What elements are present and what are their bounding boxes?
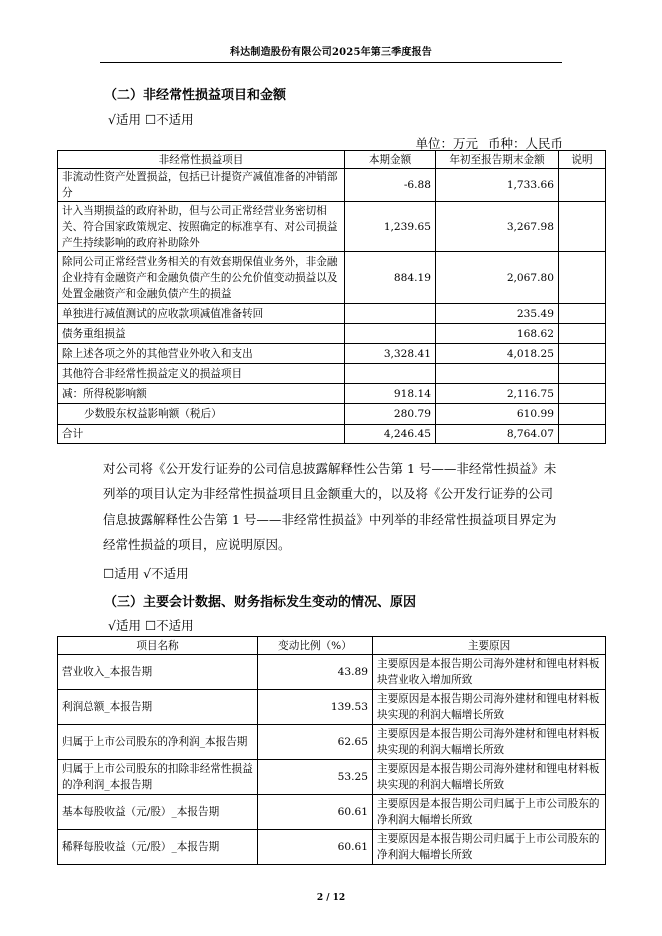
row-ytd: 2,116.75 <box>436 384 559 404</box>
row-ytd: 2,067.80 <box>436 252 559 304</box>
row-item: 债务重组损益 <box>58 324 345 344</box>
row-item: 单独进行减值测试的应收款项减值准备转回 <box>58 304 345 324</box>
table-row <box>58 725 606 760</box>
row-current: 918.14 <box>345 384 436 404</box>
row-item: 归属于上市公司股东的净利润_本报告期 <box>58 725 258 760</box>
col-header-ratio: 变动比例（%） <box>258 637 373 655</box>
unit-label: 单位：万元 <box>415 136 478 151</box>
row-current: 280.79 <box>345 404 436 425</box>
row-ytd: 610.99 <box>436 404 559 425</box>
row-item: 营业收入_本报告期 <box>58 655 258 690</box>
row-note <box>559 324 606 344</box>
report-header-title: 科达制造股份有限公司2025年第三季度报告 <box>229 47 433 58</box>
row-ratio: 53.25 <box>258 760 373 795</box>
row-item: 利润总额_本报告期 <box>58 690 258 725</box>
table-row <box>58 344 606 364</box>
row-current <box>345 324 436 344</box>
table-row <box>58 690 606 725</box>
row-current <box>345 364 436 384</box>
table-row <box>58 760 606 795</box>
row-ratio: 43.89 <box>258 655 373 690</box>
row-note <box>559 384 606 404</box>
row-note <box>559 404 606 425</box>
explanation-text: 对公司将《公开发行证券的公司信息披露解释性公告第 1 号——非经常性损益》未列举的项目认定为非经常性损益项目且金额重大的，以及将《公开发行证券的公司信息披露解释性公告第 1 号——非经常性损益》中列举的非经常性损益项目界定为经常性损益的项目，应说明原因。 <box>103 461 557 552</box>
row-ratio: 60.61 <box>258 795 373 830</box>
row-ratio: 60.61 <box>258 830 373 865</box>
row-item: 其他符合非经常性损益定义的损益项目 <box>58 364 345 384</box>
row-reason: 主要原因是本报告期公司归属于上市公司股东的净利润大幅增长所致 <box>373 795 606 830</box>
row-reason: 主要原因是本报告期公司海外建材和锂电材料板块实现的利润大幅增长所致 <box>373 725 606 760</box>
table-row <box>58 324 606 344</box>
section2-applicable: √适用 ☐不适用 <box>108 112 194 127</box>
changes-table <box>57 636 606 865</box>
section3-applicable: √适用 ☐不适用 <box>108 618 194 633</box>
table-row <box>58 655 606 690</box>
row-current <box>345 304 436 324</box>
row-ytd: 235.49 <box>436 304 559 324</box>
table-total-row <box>58 425 606 444</box>
row-ytd: 168.62 <box>436 324 559 344</box>
table-row <box>58 404 606 425</box>
row-item: 非流动性资产处置损益，包括已计提资产减值准备的冲销部分 <box>58 169 345 202</box>
nonrecurring-explanation <box>103 456 565 557</box>
row-ytd: 8,764.07 <box>436 425 559 444</box>
section2-heading: （二）非经常性损益项目和金额 <box>104 88 287 103</box>
row-note <box>559 364 606 384</box>
table-header-row <box>58 637 606 655</box>
row-item: 减：所得税影响额 <box>58 384 345 404</box>
row-reason: 主要原因是本报告期公司海外建材和锂电材料板块实现的利润大幅增长所致 <box>373 760 606 795</box>
row-ytd: 4,018.25 <box>436 344 559 364</box>
row-current: 4,246.45 <box>345 425 436 444</box>
row-note <box>559 169 606 202</box>
table-row <box>58 795 606 830</box>
row-item: 合计 <box>58 425 345 444</box>
row-item: 稀释每股收益（元/股）_本报告期 <box>58 830 258 865</box>
col-header-current: 本期金额 <box>345 151 436 169</box>
row-reason: 主要原因是本报告期公司海外建材和锂电材料板块营业收入增加所致 <box>373 655 606 690</box>
col-header-ytd: 年初至报告期末金额 <box>436 151 559 169</box>
row-ytd <box>436 364 559 384</box>
nonrecurring-table <box>57 150 606 444</box>
row-ytd: 1,733.66 <box>436 169 559 202</box>
row-note <box>559 202 606 252</box>
row-current: -6.88 <box>345 169 436 202</box>
page-number: 2 / 12 <box>316 893 346 903</box>
table-row <box>58 169 606 202</box>
row-current: 3,328.41 <box>345 344 436 364</box>
table-row <box>58 364 606 384</box>
row-note <box>559 344 606 364</box>
row-ytd: 3,267.98 <box>436 202 559 252</box>
section3-heading: （三）主要会计数据、财务指标发生变动的情况、原因 <box>104 595 417 610</box>
table-row <box>58 202 606 252</box>
section2-not-applicable: ☐适用 √不适用 <box>103 566 189 581</box>
row-item: 基本每股收益（元/股）_本报告期 <box>58 795 258 830</box>
row-item: 除同公司正常经营业务相关的有效套期保值业务外，非金融企业持有金融资产和金融负债产生的公允价值变动损益以及处置金融资产和金融负债产生的损益 <box>58 252 345 304</box>
row-ratio: 62.65 <box>258 725 373 760</box>
row-item: 归属于上市公司股东的扣除非经常性损益的净利润_本报告期 <box>58 760 258 795</box>
header-divider <box>100 62 562 63</box>
table-row <box>58 252 606 304</box>
table-row <box>58 304 606 324</box>
row-note <box>559 425 606 444</box>
col-header-note: 说明 <box>559 151 606 169</box>
row-ratio: 139.53 <box>258 690 373 725</box>
table-row <box>58 384 606 404</box>
col-header-reason: 主要原因 <box>373 637 606 655</box>
row-current: 884.19 <box>345 252 436 304</box>
table-header-row <box>58 151 606 169</box>
row-item: 少数股东权益影响额（税后） <box>58 404 345 425</box>
row-item: 计入当期损益的政府补助，但与公司正常经营业务密切相关、符合国家政策规定、按照确定的标准享有、对公司损益产生持续影响的政府补助除外 <box>58 202 345 252</box>
row-note <box>559 304 606 324</box>
row-current: 1,239.65 <box>345 202 436 252</box>
row-reason: 主要原因是本报告期公司海外建材和锂电材料板块实现的利润大幅增长所致 <box>373 690 606 725</box>
table-row <box>58 830 606 865</box>
col-header-item: 项目名称 <box>58 637 258 655</box>
currency-label: 币种：人民币 <box>487 136 563 151</box>
row-note <box>559 252 606 304</box>
col-header-item: 非经常性损益项目 <box>58 151 345 169</box>
row-reason: 主要原因是本报告期公司归属于上市公司股东的净利润大幅增长所致 <box>373 830 606 865</box>
row-item: 除上述各项之外的其他营业外收入和支出 <box>58 344 345 364</box>
